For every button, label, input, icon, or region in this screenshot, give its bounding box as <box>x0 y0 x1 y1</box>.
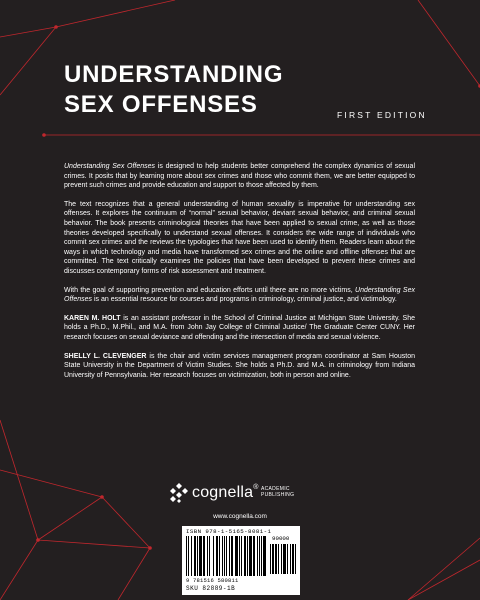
back-cover-text <box>64 162 415 389</box>
publisher-logo <box>170 483 320 505</box>
description-text: is an essential resource for courses and programs in criminology, criminal justice, and victimology. <box>92 296 397 304</box>
barcode-bar <box>219 536 220 576</box>
barcode-bar <box>231 536 233 576</box>
barcode-bar <box>197 536 198 576</box>
edition-label: FIRST EDITION <box>337 110 427 120</box>
barcode-bar <box>263 536 266 576</box>
publisher-subtitle <box>261 486 294 498</box>
barcode-bar <box>191 536 192 576</box>
publisher-name <box>192 484 259 502</box>
barcode-bar <box>229 536 230 576</box>
barcode-bar <box>281 544 282 574</box>
ean-barcode <box>186 536 268 576</box>
author-bio-text: is an assistant professor in the School of Criminal Justice at Michigan State University. She holds a Ph.D., M.Phil., and M.A. from John Jay College of Criminal Justice/ The Graduate Center CUNY. Her research focuses on sexual deviance and offending and the intersection of media and sexual violence. <box>64 314 416 341</box>
barcode-bar <box>216 536 218 576</box>
barcode-bar <box>207 536 208 576</box>
barcode-bar <box>213 536 214 576</box>
publisher-name-text: cognella <box>192 484 254 501</box>
publisher-sub-line-2: PUBLISHING <box>261 492 295 498</box>
barcode-bar <box>275 544 277 574</box>
barcode-bar <box>249 536 252 576</box>
addon-barcode <box>270 544 296 582</box>
author-bio-1 <box>64 314 415 343</box>
description-paragraph-2: The text recognizes that a general understanding of human sexuality is imperative for understanding sex offenses. It explores the continuum of “normal” sexual behavior, deviant sexual behavior, and criminal sexual behavior. The book presents criminological theories that have been applied to sexual crime, as well as those theories developed specifically to understand sexual offenses. It considers the wide range of individuals who commit sex crimes and the reviews the typologies that have been used to identify them. Readers learn about the ways in which technology and media have transformed sex crimes and the online and offline offenses that are committed. The text critically examines the policies that have been developed to prevent these crimes and discusses contemporary forms of risk assessment and treatment. <box>64 200 415 275</box>
publisher-url: www.cognella.com <box>213 513 267 520</box>
title-line-1: UNDERSTANDING <box>64 61 284 88</box>
description-text: With the goal of supporting prevention and education efforts until there are no more victims, <box>64 286 356 294</box>
barcode-bar <box>226 536 227 576</box>
book-title-italic: Understanding Sex Offenses <box>64 286 415 304</box>
price-addon-number: 90000 <box>272 535 290 542</box>
registered-mark: ® <box>253 484 259 491</box>
barcode-bar <box>186 536 187 576</box>
author-bio-text: is the chair and victim services management program coordinator at Sam Houston State University in the Department of Victim Studies. She holds a Ph.D. and M.A. in criminology from Indiana University of Pennsylvania. Her research focuses on victimization, both in person and online. <box>64 352 415 379</box>
barcode-bar <box>272 544 274 574</box>
barcode-bar <box>287 544 288 574</box>
barcode-bar <box>224 536 225 576</box>
ean-number: 9 781516 580811 <box>186 577 239 584</box>
barcode-bar <box>253 536 255 576</box>
barcode-bar <box>290 544 291 574</box>
publisher-sub-line-1: ACADEMIC <box>261 486 290 492</box>
author-bio-2 <box>64 352 415 381</box>
barcode-bar <box>295 544 296 574</box>
barcode-bar <box>235 536 238 576</box>
book-title-italic: Understanding Sex Offenses <box>64 163 156 170</box>
barcode-bar <box>209 536 210 576</box>
barcode-bar <box>241 536 242 576</box>
title-line-2: SEX OFFENSES <box>64 91 258 118</box>
isbn-text: ISBN 978-1-5165-8081-1 <box>186 528 272 535</box>
barcode-bar <box>199 536 202 576</box>
description-text: is designed to help students better comprehend the complex dynamics of sexual crimes. It posits that by learning more about sex crimes and those who commit them, we are better equipped to prevent such crimes and provide education and support to those affected by them. <box>64 163 415 190</box>
barcode-bar <box>247 536 248 576</box>
barcode-bar <box>261 536 262 576</box>
description-paragraph-3 <box>64 286 415 305</box>
author-name: KAREN M. HOLT <box>64 314 121 322</box>
barcode-bar <box>194 536 196 576</box>
barcode-bar <box>278 544 279 574</box>
cognella-mark-icon <box>170 483 188 503</box>
barcode-bar <box>259 536 260 576</box>
barcode-bar <box>292 544 294 574</box>
description-paragraph-1 <box>64 162 415 191</box>
barcode-bar <box>222 536 223 576</box>
barcode-bar <box>270 544 271 574</box>
barcode-bar <box>239 536 240 576</box>
author-name: SHELLY L. CLEVENGER <box>64 352 147 360</box>
sku-text: SKU 82889-1B <box>186 585 236 592</box>
barcode-bar <box>257 536 258 576</box>
barcode-bar <box>203 536 205 576</box>
barcode-bar <box>244 536 246 576</box>
barcode-panel <box>182 526 300 595</box>
barcode-bar <box>188 536 189 576</box>
book-title <box>64 60 283 120</box>
barcode-bar <box>283 544 286 574</box>
